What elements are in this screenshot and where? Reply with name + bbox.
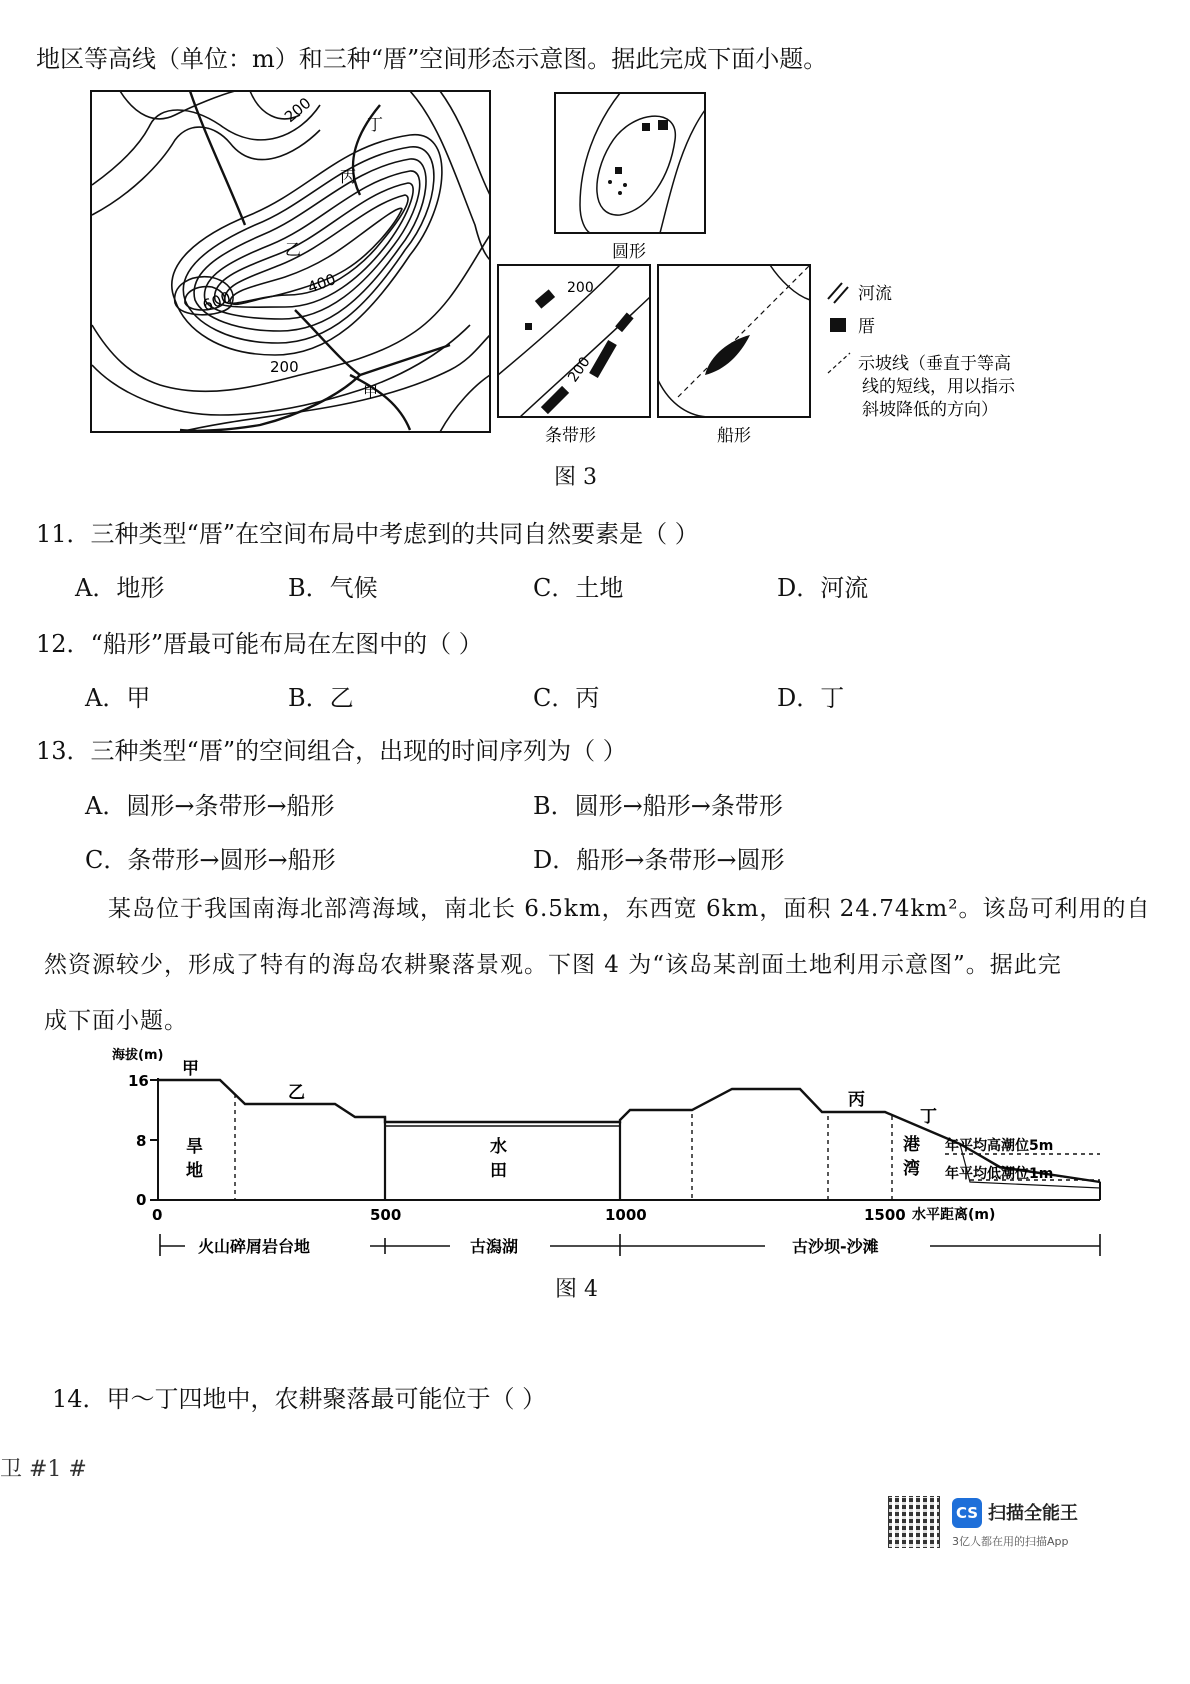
- legend: [828, 283, 850, 373]
- legend-slope-3: 斜坡降低的方向）: [862, 400, 998, 420]
- scanner-tagline: 3亿人都在用的扫描App: [952, 1535, 1069, 1548]
- figure-3: [80, 85, 1100, 450]
- option-12-d[interactable]: D．丁: [777, 684, 845, 712]
- figure-4-caption: 图 4: [555, 1277, 598, 1302]
- question-stem: 甲～丁四地中，农耕聚落最可能位于（ ）: [106, 1385, 547, 1413]
- question-11: [36, 514, 699, 549]
- figure-3-caption: 图 3: [554, 465, 597, 490]
- option-13-d[interactable]: D．船形→条带形→圆形: [533, 846, 785, 874]
- contour-label-400: 400: [305, 270, 339, 297]
- option-11-b[interactable]: B．气候: [288, 574, 378, 602]
- ship-type-caption: 船形: [717, 426, 751, 446]
- profile-label-jia: 甲: [182, 1059, 199, 1079]
- y-axis-label: 海拔(m): [112, 1048, 164, 1063]
- place-label-bing: 丙: [340, 167, 357, 186]
- dry-land-label-2: 地: [186, 1161, 203, 1181]
- option-12-a[interactable]: A．甲: [85, 684, 151, 712]
- question-stem: “船形”厝最可能布局在左图中的（ ）: [90, 630, 483, 658]
- option-11-c[interactable]: C．土地: [533, 574, 624, 602]
- figure-4-profile: [100, 1042, 1110, 1272]
- place-label-ding: 丁: [367, 115, 384, 134]
- y-tick-0: 0: [136, 1191, 147, 1209]
- legend-slope-1: 示坡线（垂直于等高: [858, 354, 1011, 374]
- question-number: 12．: [36, 630, 91, 658]
- x-tick-0: 0: [152, 1206, 163, 1224]
- footer-partial-text: 卫 #1 #: [0, 1457, 87, 1482]
- y-tick-8: 8: [136, 1132, 147, 1150]
- option-12-c[interactable]: C．丙: [533, 684, 600, 712]
- passage-line-3: 成下面小题。: [44, 1008, 188, 1034]
- paddy-label-1: 水: [490, 1137, 507, 1157]
- segment-volcanic-platform: 火山碎屑岩台地: [198, 1237, 311, 1256]
- intro-line: 地区等高线（单位：m）和三种“厝”空间形态示意图。据此完成下面小题。: [36, 45, 828, 73]
- profile-label-ding: 丁: [920, 1107, 937, 1127]
- strip-type-caption: 条带形: [545, 426, 596, 446]
- legend-river: 河流: [858, 284, 892, 304]
- passage-line-1: 某岛位于我国南海北部湾海域，南北长 6.5km，东西宽 6km，面积 24.74km²。该岛可利用的自: [108, 896, 1151, 922]
- question-number: 13．: [36, 737, 91, 765]
- segment-ancient-lagoon: 古潟湖: [470, 1237, 519, 1256]
- harbor-label-1: 港: [903, 1135, 920, 1155]
- question-12: [36, 624, 483, 659]
- strip-label-200-top: 200: [567, 280, 594, 296]
- place-label-yi: 乙: [285, 240, 302, 259]
- question-number: 14．: [52, 1385, 107, 1413]
- high-tide-label: 年平均高潮位5m: [945, 1138, 1054, 1154]
- x-tick-1500: 1500: [864, 1206, 906, 1224]
- scanner-name: 扫描全能王: [988, 1503, 1078, 1524]
- contour-lines: [92, 91, 490, 432]
- option-13-c[interactable]: C．条带形→圆形→船形: [85, 846, 336, 874]
- option-13-a[interactable]: A．圆形→条带形→船形: [85, 792, 335, 820]
- question-14: [52, 1379, 546, 1414]
- dry-land-label-1: 旱: [186, 1137, 203, 1157]
- profile-label-yi: 乙: [288, 1083, 305, 1103]
- harbor-label-2: 湾: [903, 1159, 920, 1179]
- contour-label-200-bottom: 200: [270, 358, 299, 376]
- x-tick-1000: 1000: [605, 1206, 647, 1224]
- segment-sand-bar: 古沙坝-沙滩: [792, 1237, 879, 1256]
- contour-label-200-top: 200: [281, 93, 315, 127]
- paddy-label-2: 田: [490, 1161, 507, 1181]
- question-stem: 三种类型“厝”的空间组合，出现的时间序列为（ ）: [90, 737, 627, 765]
- option-13-b[interactable]: B．圆形→船形→条带形: [533, 792, 783, 820]
- question-number: 11．: [36, 520, 91, 548]
- x-axis-label: 水平距离(m): [912, 1207, 996, 1223]
- passage-line-2: 然资源较少，形成了特有的海岛农耕聚落景观。下图 4 为“该岛某剖面土地利用示意图”。据此完: [44, 952, 1062, 978]
- legend-slope-2: 线的短线，用以指示: [862, 377, 1015, 397]
- ship-type-map: [658, 265, 810, 417]
- question-stem: 三种类型“厝”在空间布局中考虑到的共同自然要素是（ ）: [90, 520, 699, 548]
- option-11-d[interactable]: D．河流: [777, 574, 869, 602]
- scanner-logo-icon: CS: [952, 1498, 982, 1528]
- y-tick-16: 16: [128, 1072, 149, 1090]
- contour-label-600: 600: [200, 288, 234, 315]
- legend-cuo: 厝: [858, 317, 875, 337]
- profile-label-bing: 丙: [848, 1090, 865, 1110]
- option-11-a[interactable]: A．地形: [75, 574, 165, 602]
- river-lines: [180, 91, 450, 431]
- place-label-jia: 甲: [363, 383, 379, 401]
- round-type-caption: 圆形: [612, 242, 646, 262]
- option-12-b[interactable]: B．乙: [288, 684, 354, 712]
- low-tide-label: 年平均低潮位1m: [945, 1166, 1054, 1182]
- strip-label-200-mid: 200: [565, 354, 594, 386]
- x-tick-500: 500: [370, 1206, 402, 1224]
- round-type-map: [555, 93, 705, 233]
- question-13: [36, 731, 627, 766]
